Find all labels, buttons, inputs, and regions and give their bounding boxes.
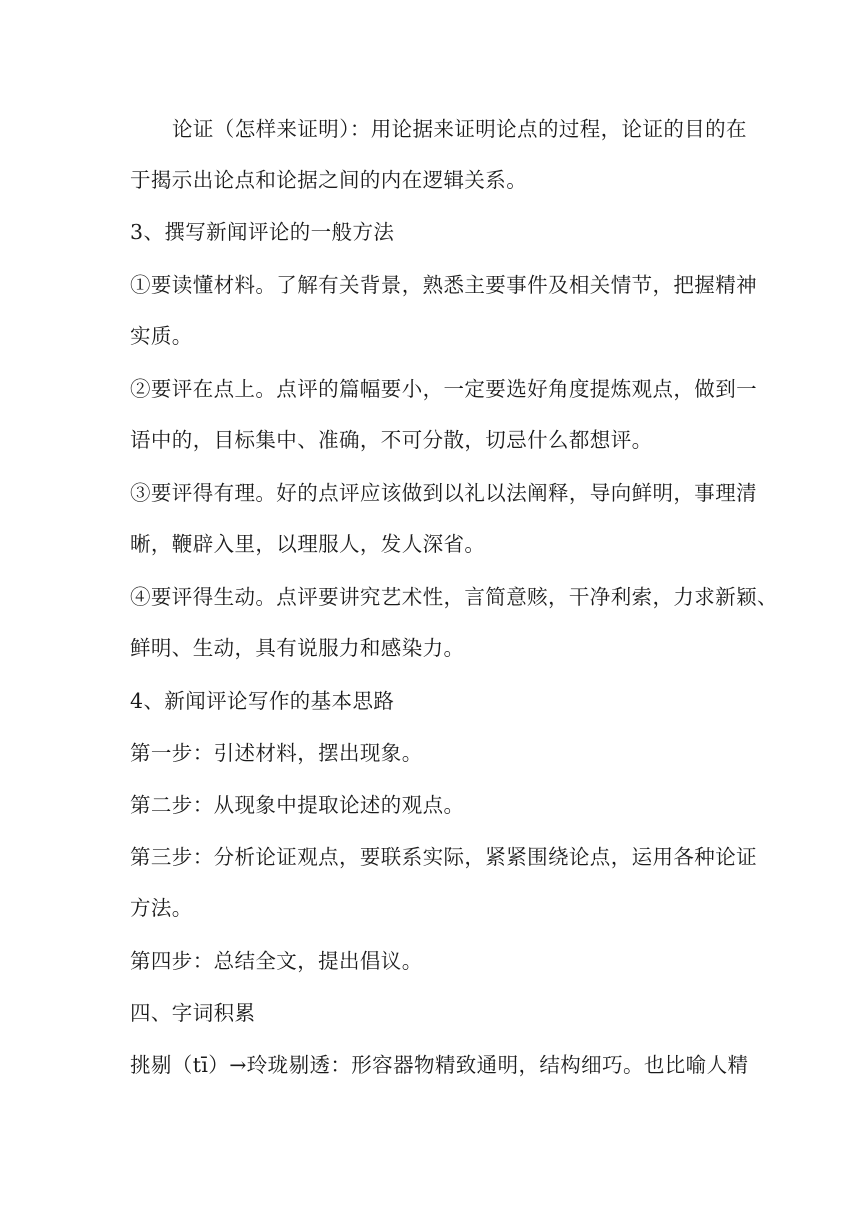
step-4: 第四步：总结全文，提出倡议。: [130, 949, 423, 973]
method-2-line-2: 语中的，目标集中、准确，不可分散，切忌什么都想评。: [130, 428, 653, 452]
paragraph-argumentation-line-1: 论证（怎样来证明）：用论据来证明论点的过程，论证的目的在: [172, 117, 747, 141]
step-2: 第二步：从现象中提取论述的观点。: [130, 793, 465, 817]
step-3-line-2: 方法。: [130, 896, 193, 920]
method-2-line-1: ②要评在点上。点评的篇幅要小，一定要选好角度提炼观点，做到一: [130, 377, 757, 401]
section-heading-4: 4、新闻评论写作的基本思路: [130, 689, 395, 713]
method-1-line-1: ①要读懂材料。了解有关背景，熟悉主要事件及相关情节，把握精神: [130, 273, 757, 297]
paragraph-argumentation-line-2: 于揭示出论点和论据之间的内在逻辑关系。: [130, 168, 528, 192]
method-4-line-1: ④要评得生动。点评要讲究艺术性，言简意赅，干净利索，力求新颖、: [130, 585, 778, 609]
method-1-line-2: 实质。: [130, 324, 193, 348]
method-3-line-2: 晰，鞭辟入里，以理服人，发人深省。: [130, 532, 486, 556]
method-4-line-2: 鲜明、生动，具有说服力和感染力。: [130, 636, 465, 660]
method-3-line-1: ③要评得有理。好的点评应该做到以礼以法阐释，导向鲜明，事理清: [130, 481, 757, 505]
section-heading-3: 3、撰写新闻评论的一般方法: [130, 220, 395, 244]
step-1: 第一步：引述材料，摆出现象。: [130, 741, 423, 765]
section-heading-four: 四、字词积累: [130, 1001, 256, 1025]
vocabulary-entry-line-1: 挑剔（tī）→玲珑剔透：形容器物精致通明，结构细巧。也比喻人精: [130, 1053, 749, 1077]
step-3-line-1: 第三步：分析论证观点，要联系实际，紧紧围绕论点，运用各种论证: [130, 845, 757, 869]
